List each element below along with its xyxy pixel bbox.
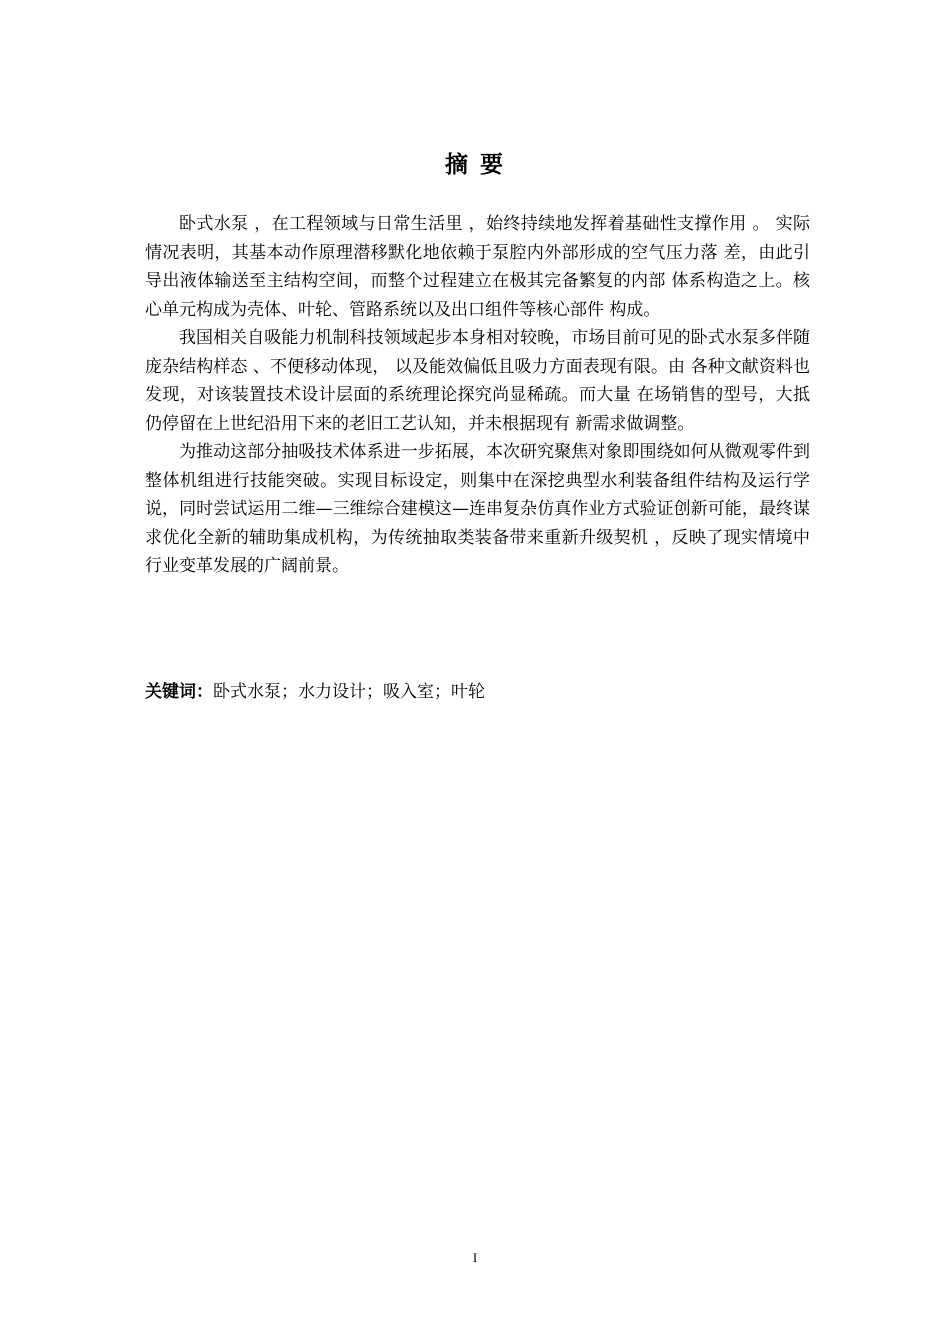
keywords-line <box>145 678 810 706</box>
keywords-label: 关键词： <box>145 682 213 702</box>
keywords-value: 卧式水泵；水力设计；吸入室；叶轮 <box>213 682 485 702</box>
abstract-body <box>145 210 810 581</box>
page-title: 摘 要 <box>444 152 505 178</box>
abstract-paragraph-3: 为推动这部分抽吸技术体系进一步拓展，本次研究聚焦对象即围绕如何从微观零件到整体机组进行技能突破。实现目标设定，则集中在深挖典型水利装备组件结构及运行学说，同时尝试运用二维—三维综合建模这—连串复杂仿真作业方式验证创新可能，最终谋求优化全新的辅助集成机构，为传统抽取类装备带来重新升级契机 ，反映了现实情境中行业变革发展的广阔前景。 <box>145 442 810 576</box>
abstract-paragraph-2: 我国相关自吸能力机制科技领域起步本身相对较晚，市场目前可见的卧式水泵多伴随庞杂结构样态 、不便移动体现， 以及能效偏低且吸力方面表现有限。由 各种文献资料也发现，对该装置技术设计层面的系统理论探究尚显稀疏。而大量 在场销售的型号，大抵仍停留在上世纪沿用下来的老旧工艺认知，并未根据现有 新需求做调整。 <box>145 328 810 434</box>
page-number: I <box>472 1250 478 1265</box>
abstract-paragraph-1: 卧式水泵 ，在工程领域与日常生活里 ，始终持续地发挥着基础性支撑作用 。 实际情况表明，其基本动作原理潜移默化地依赖于泵腔内外部形成的空气压力落 差，由此引导出液体输送至主结构空间，而整个过程建立在极其完备繁复的内部 体系构造之上。核心单元构成为壳体、叶轮、管路系统以及出口组件等核心部件 构成。 <box>145 214 810 320</box>
